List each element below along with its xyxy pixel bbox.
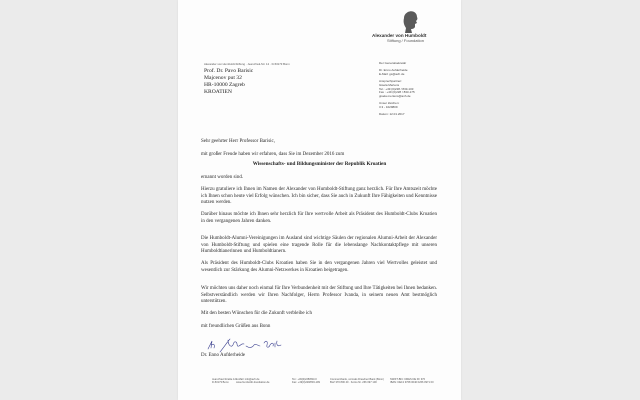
footer-phone — [292, 378, 320, 385]
logo-subtitle: Stiftung / Foundation — [387, 38, 424, 43]
closing-wishes: Mit den besten Wünschen für die Zukunft verbleibe ich — [201, 311, 312, 316]
footer-web — [236, 378, 269, 385]
paragraph: Hierzu gratuliere ich Ihnen im Namen der Alexander von Humboldt-Stiftung ganz herzlich. Für Ihre Amtszeit möchte ich Ihnen schon heute viel Erfolg wünschen. Ich bin sicher, dass Sie auch in Zukunft Ihre Fähigkeiten und Kenntnisse nutzen werden. — [201, 187, 437, 206]
footer-address — [212, 378, 236, 385]
paragraph: Die Humboldt-Alumni-Vereinigungen im Ausland sind wichtige Säulen der regionalen Alumni-Arbeit der Alexander von Humboldt-Stiftung und spielen eine tragende Rolle für die lebenslange Nachkontaktpflege mit unseren Humboldtianerinnen und Humboldtianern. — [201, 236, 437, 255]
intro-text: mit großer Freude haben wir erfahren, dass Sie im Dezember 2016 zum — [201, 152, 345, 157]
info-fax: Fax : +49 (0)228 / 833-175 — [379, 90, 415, 95]
footer-text: Tel.: +49(0)228/833-0 — [292, 378, 317, 381]
footer-text: E-Mail: info@avh.de — [236, 378, 260, 381]
footer-text: IBAN: DE13 3708 0040 0266 0971 00 — [390, 381, 434, 385]
footer-bank — [330, 378, 384, 385]
recipient-line: HR-10000 Zagreb — [204, 81, 245, 88]
signatory-name: Dr. Enno Aufderheide — [201, 353, 246, 358]
footer-text: SWIFT-BIC: DRES DE FF 370 — [390, 378, 426, 381]
info-ref: 3.3 - 1029809 — [379, 105, 398, 110]
info-dept: Der Generalsekretär — [379, 61, 407, 65]
info-block — [379, 62, 415, 117]
info-contact-email: gisela.mertens@avh.de — [379, 94, 411, 99]
recipient-line: Majcenov put 32 — [204, 74, 242, 81]
footer-iban — [390, 378, 434, 385]
handwritten-signature — [206, 337, 286, 353]
paragraph: Als Präsident des Humboldt-Clubs Kroatien haben Sie in den vergangenen Jahren viel Wertvolles geleistet und wesentlich zur Stärkung des Alumni-Netzwerkes in Kroatien beigetragen. — [201, 261, 437, 273]
info-person: Dr. Enno Aufderheide — [379, 67, 408, 72]
appointed-text: ernannt worden sind. — [201, 175, 244, 180]
footer-text: Commerzbank, vormals Dresdner Bank (Bonn) — [330, 378, 384, 381]
closing-greeting: mit freundlichen Grüßen aus Bonn — [201, 324, 271, 329]
paragraph: Darüber hinaus möchte ich Ihnen sehr herzlich für Ihre wertvolle Arbeit als Präsident des Humboldt-Clubs Kroatien in den vergangenen Jahren danken. — [201, 212, 437, 224]
footer-text: www.humboldt-foundation.de — [236, 381, 270, 385]
salutation: Sehr geehrter Herr Professor Barisic, — [201, 139, 276, 144]
info-contact-name: Gisela Mertens — [379, 82, 400, 87]
recipient-address — [204, 68, 253, 96]
footer-text: BLZ 370 800 40 · Konto Nr. 266 097 100 — [330, 381, 377, 385]
info-contact-label: Ansprechpartner: — [379, 78, 403, 83]
appointment-title: Wissenschafts- und Bildungsminister der Republik Kroatien — [252, 161, 387, 167]
letter-page — [178, 0, 461, 400]
info-ref-label: Unser Zeichen: — [379, 101, 400, 106]
info-email: E-Mail: gs@avh.de — [379, 71, 405, 76]
humboldt-portrait-logo-icon — [398, 10, 424, 34]
footer-text: Jean-Paul-Straße 12 — [212, 378, 236, 381]
info-tel: Tel.: +49 (0)228 / 833-103 — [379, 86, 414, 91]
info-date: Datum: 12.01.2017 — [379, 112, 405, 117]
recipient-line: Prof. Dr. Pavo Barisic — [204, 68, 254, 74]
footer-text: D-53173 Bonn — [212, 381, 229, 385]
footer-text: Fax: +49(0)228/833-199 — [292, 381, 320, 385]
recipient-line: KROATIEN — [204, 88, 232, 95]
paragraph: Wir möchten uns daher noch einmal für Ihre Verbundenheit mit der Stiftung und Ihre Tätigkeiten bei Ihnen bedanken. Selbstverständlich werden wir Ihren Nachfolger, Herrn Professor Ivanda, in seinem neuen Amt bestmöglich unterstützen. — [201, 286, 437, 305]
logo-name: Alexander von Humboldt — [372, 33, 427, 38]
sender-line: Alexander von Humboldt-Stiftung · Jean-Paul-Str. 12 · D-53173 Bonn — [204, 62, 290, 66]
